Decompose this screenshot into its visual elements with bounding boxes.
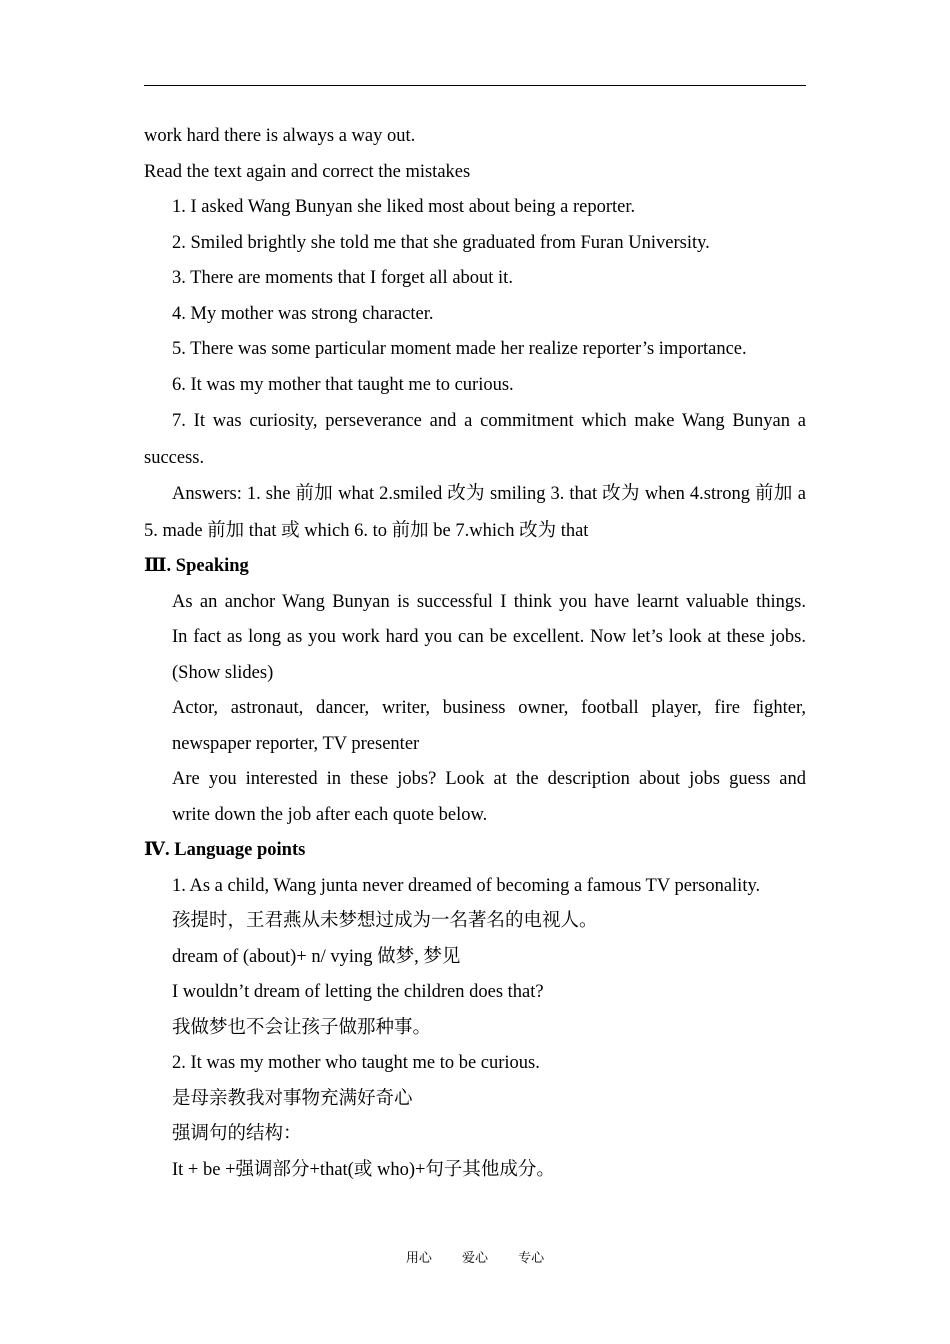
text-line: 2. It was my mother who taught me to be curious.: [172, 1053, 540, 1073]
text-line: 强调句的结构：: [172, 1124, 302, 1144]
header-rule: [144, 85, 806, 86]
text-line: I wouldn’t dream of letting the children does that?: [172, 982, 544, 1002]
text-line: newspaper reporter, TV presenter: [172, 733, 420, 754]
text-line: It + be +强调部分+that(或 who)+句子其他成分。: [172, 1159, 555, 1180]
text-line: dream of (about)+ n/ vying 做梦, 梦见: [172, 946, 461, 967]
text-line: 1. As a child, Wang junta never dreamed of becoming a famous TV personality.: [172, 875, 761, 896]
text-line: (Show slides): [172, 662, 274, 683]
text-line: In fact as long as you work hard you can be excellent. Now let’s look at these jobs.: [172, 627, 806, 647]
list-item: 6. It was my mother that taught me to curious.: [172, 374, 514, 395]
list-item: 4. My mother was strong character.: [172, 303, 434, 324]
list-item: 2. Smiled brightly she told me that she graduated from Furan University.: [172, 232, 710, 253]
text-line: Actor, astronaut, dancer, writer, business owner, football player, fire fighter,: [172, 698, 806, 718]
document-body: [144, 119, 806, 1188]
text-line: Read the text again and correct the mistakes: [144, 161, 471, 182]
text-line: Are you interested in these jobs? Look at the description about jobs guess and: [172, 769, 806, 789]
text-line: 孩提时，王君燕从未梦想过成为一名著名的电视人。: [172, 911, 598, 931]
list-item: 5. There was some particular moment made her realize reporter’s importance.: [172, 339, 747, 359]
footer-word: 专心: [518, 1251, 545, 1266]
footer-word: 爱心: [461, 1251, 488, 1266]
text-line: As an anchor Wang Bunyan is successful I think you have learnt valuable things.: [172, 591, 806, 612]
list-item: 1. I asked Wang Bunyan she liked most about being a reporter.: [172, 197, 636, 217]
list-item: 3. There are moments that I forget all about it.: [172, 268, 513, 288]
section-heading-language-points: Ⅳ. Language points: [144, 840, 306, 860]
text-line: work hard there is always a way out.: [144, 126, 416, 146]
text-line: 是母亲教我对事物充满好奇心: [172, 1088, 413, 1109]
list-item: 7. It was curiosity, perseverance and a commitment which make Wang Bunyan a success.: [144, 411, 806, 468]
page-footer: [0, 1247, 950, 1266]
answers-paragraph: Answers: 1. she 前加 what 2.smiled 改为 smiling 3. that 改为 when 4.strong 前加 a 5. made 前加 that 或 which 6. to 前加 be 7.which 改为 that: [144, 484, 806, 541]
section-heading-speaking: Ⅲ. Speaking: [144, 556, 249, 576]
footer-word: 用心: [405, 1251, 432, 1266]
text-line: 我做梦也不会让孩子做那种事。: [172, 1017, 432, 1038]
text-line: write down the job after each quote below.: [172, 804, 488, 825]
